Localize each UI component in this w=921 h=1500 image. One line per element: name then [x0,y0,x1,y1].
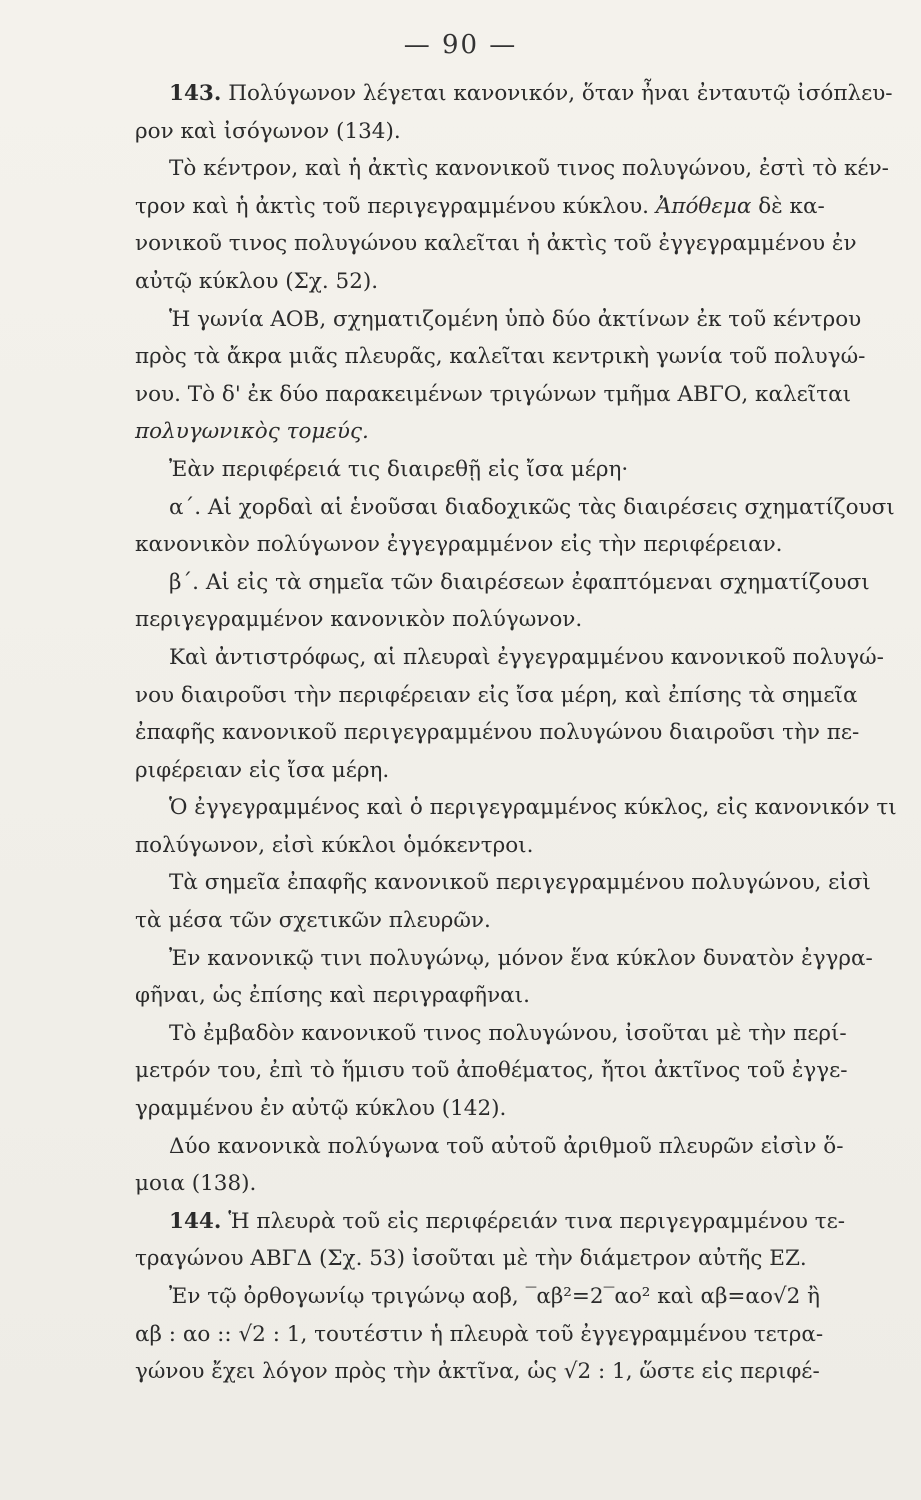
text-line: τρον καὶ ἡ ἀκτὶς τοῦ περιγεγραμμένου κύκλου. Ἀπόθεμα δὲ κα- [135,193,825,219]
text-line: γραμμένου ἐν αὐτῷ κύκλου (142). [135,1096,507,1122]
text-line: κανονικὸν πολύγωνον ἐγγεγραμμένον εἰς τὴν περιφέρειαν. [135,532,783,558]
text-line: περιγεγραμμένον κανονικὸν πολύγωνον. [135,607,583,633]
text-line: Τὸ ἐμβαδὸν κανονικοῦ τινος πολυγώνου, ἰσοῦται μὲ τὴν περί- [169,1020,847,1046]
text-line: 144. Ἡ πλευρὰ τοῦ εἰς περιφέρειάν τινα περιγεγραμμένου τε- [169,1208,846,1234]
text-line: νου διαιροῦσι τὴν περιφέρειαν εἰς ἴσα μέρη, καὶ ἐπίσης τὰ σημεῖα [135,682,858,708]
text-line: μετρόν του, ἐπὶ τὸ ἥμισυ τοῦ ἀποθέματος, ἤτοι ἀκτῖνος τοῦ ἐγγε- [135,1058,848,1084]
text-line: Ὁ ἐγγεγραμμένος καὶ ὁ περιγεγραμμένος κύκλος, εἰς κανονικόν τι [169,795,897,821]
text-line: Τὰ σημεῖα ἐπαφῆς κανονικοῦ περιγεγραμμένου πολυγώνου, εἰσὶ [169,870,871,896]
text-line: νονικοῦ τινος πολυγώνου καλεῖται ἡ ἀκτὶς τοῦ ἐγγεγραμμένου ἐν [135,231,857,257]
page-number: — 90 — [403,30,518,60]
text-line: 143. Πολύγωνον λέγεται κανονικόν, ὅταν ἦναι ἐνταυτῷ ἰσόπλευ- [169,81,893,106]
text-line: αὐτῷ κύκλου (Σχ. 52). [135,268,379,294]
text-line: Δύο κανονικὰ πολύγωνα τοῦ αὐτοῦ ἀριθμοῦ πλευρῶν εἰσὶν ὅ- [169,1133,844,1159]
text-line: α΄. Αἱ χορδαὶ αἱ ἑνοῦσαι διαδοχικῶς τὰς διαιρέσεις σχηματίζουσι [169,494,895,520]
text-line: τὰ μέσα τῶν σχετικῶν πλευρῶν. [135,908,491,934]
text-line: ριφέρειαν εἰς ἴσα μέρη. [135,757,390,783]
text-line: μοια (138). [135,1171,257,1197]
text-line: αβ : αο :: √2 : 1, τουτέστιν ἡ πλευρὰ τοῦ ἐγγεγραμμένου τετρα- [135,1321,824,1347]
text-line: νου. Τὸ δ' ἐκ δύο παρακειμένων τριγώνων τμῆμα ΑΒΓΟ, καλεῖται [135,381,852,407]
text-line: Καὶ ἀντιστρόφως, αἱ πλευραὶ ἐγγεγραμμένου κανονικοῦ πολυγώ- [169,644,884,670]
text-line: Ἐν τῷ ὀρθογωνίῳ τριγώνῳ αοβ, ‾αβ²=2‾αο² καὶ αβ=αο√2 ἢ [169,1284,820,1309]
text-line: Ἐὰν περιφέρειά τις διαιρεθῇ εἰς ἴσα μέρη· [169,456,629,482]
section-number: 143. [169,81,222,106]
text-line: Ἡ γωνία ΑΟΒ, σχηματιζομένη ὑπὸ δύο ἀκτίνων ἐκ τοῦ κέντρου [169,306,862,332]
text-line: ρον καὶ ἰσόγωνον (134). [135,118,401,144]
page-body [135,75,897,1391]
text-line: γώνου ἔχει λόγον πρὸς τὴν ἀκτῖνα, ὡς √2 : 1, ὥστε εἰς περιφέ- [135,1359,820,1385]
italic-term: πολυγωνικὸς τομεύς. [135,419,369,445]
text-line: πολύγωνον, εἰσὶ κύκλοι ὁμόκεντροι. [135,832,534,858]
italic-term: Ἀπόθεμα [655,193,752,219]
text-line: Τὸ κέντρον, καὶ ἡ ἀκτὶς κανονικοῦ τινος πολυγώνου, ἐστὶ τὸ κέν- [169,156,889,182]
text-line: πρὸς τὰ ἄκρα μιᾶς πλευρᾶς, καλεῖται κεντρικὴ γωνία τοῦ πολυγώ- [135,344,866,370]
text-line: ἐπαφῆς κανονικοῦ περιγεγραμμένου πολυγώνου διαιροῦσι τὴν πε- [135,720,860,746]
text-line: Ἐν κανονικῷ τινι πολυγώνῳ, μόνον ἕνα κύκλον δυνατὸν ἐγγρα- [169,945,873,971]
section-number: 144. [169,1208,222,1234]
text-line: φῆναι, ὡς ἐπίσης καὶ περιγραφῆναι. [135,983,530,1009]
text-line [135,413,880,451]
text-line: β΄. Αἱ εἰς τὰ σημεῖα τῶν διαιρέσεων ἐφαπτόμεναι σχηματίζουσι [169,569,870,595]
text-line: τραγώνου ΑΒΓΔ (Σχ. 53) ἰσοῦται μὲ τὴν διάμετρον αὐτῆς ΕΖ. [135,1246,807,1272]
